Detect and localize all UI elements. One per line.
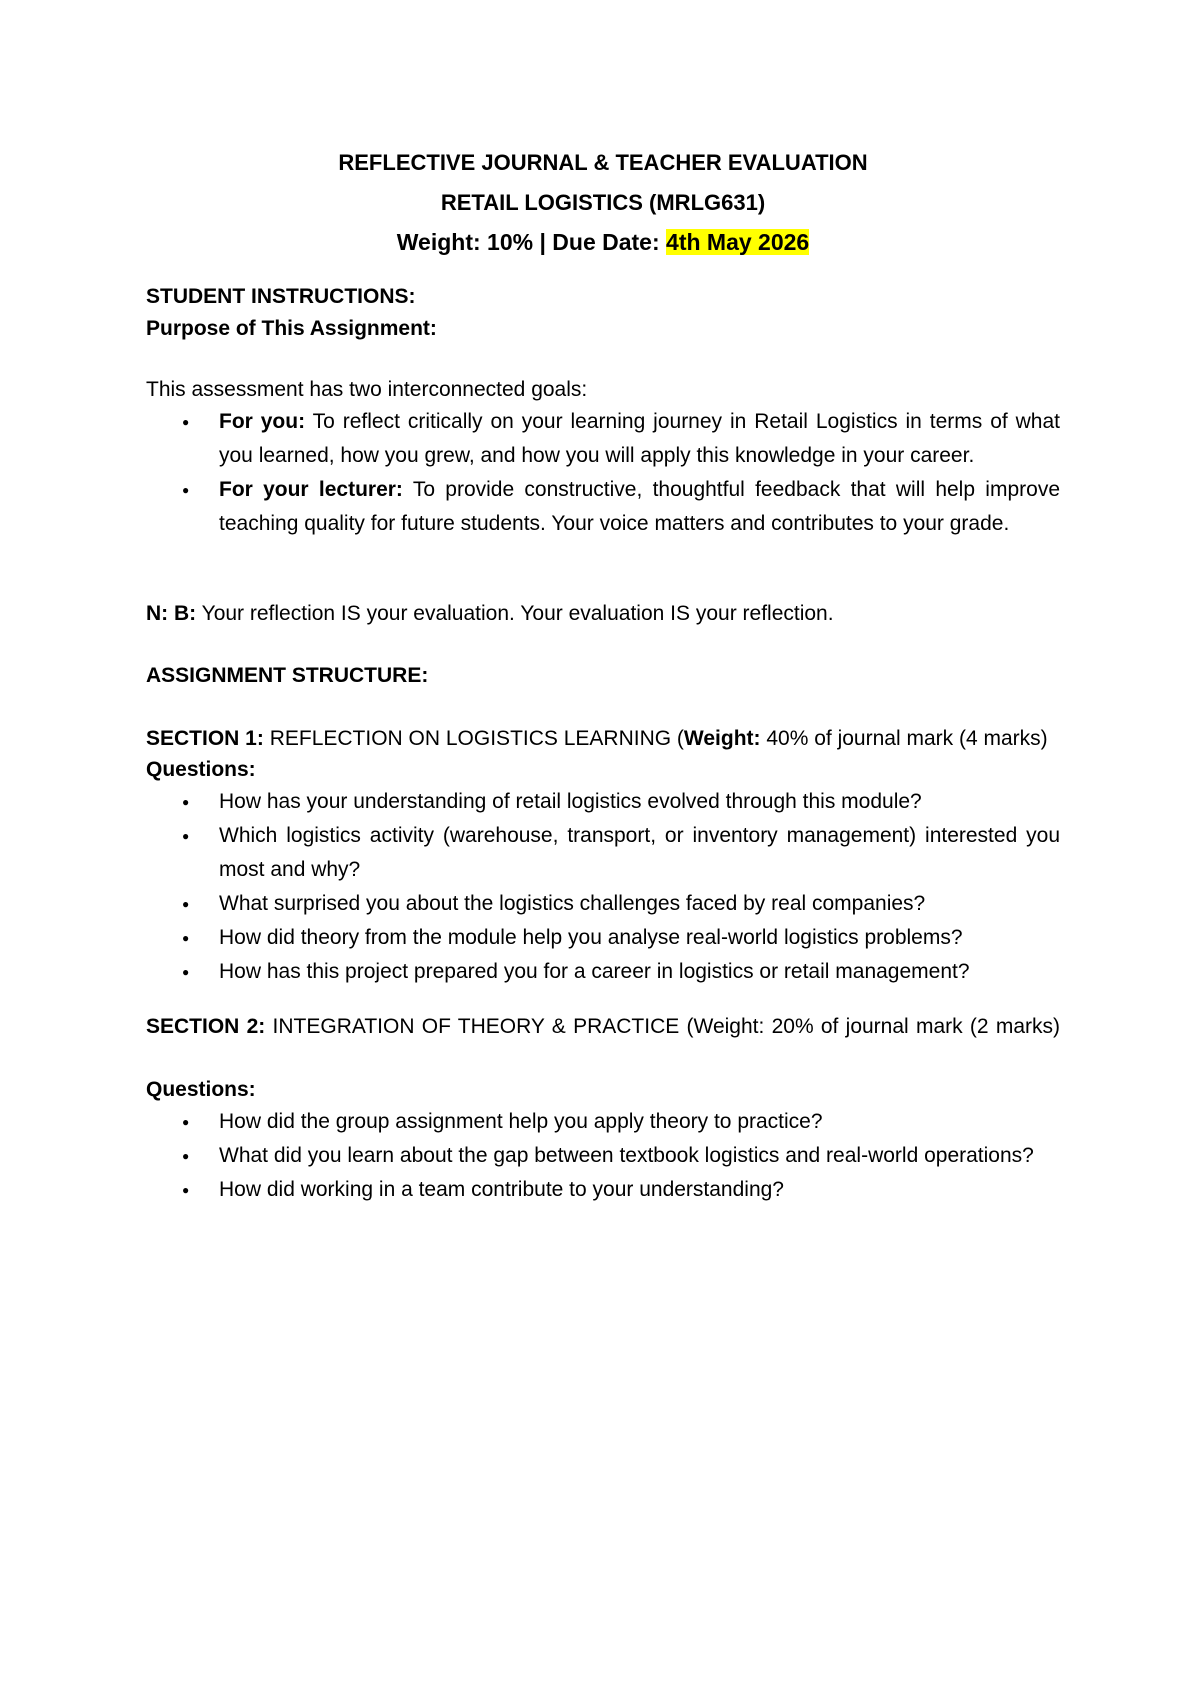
section2-heading (146, 1010, 1060, 1044)
list-item: ● How has your understanding of retail logistics evolved through this module? (146, 785, 1060, 819)
assignment-structure-heading: ASSIGNMENT STRUCTURE: (146, 664, 429, 687)
section1-questions-heading: Questions: (146, 758, 256, 781)
section1-questions-list (146, 785, 1060, 989)
list-item: ● How has this project prepared you for a career in logistics or retail management? (146, 955, 1060, 989)
section1-label: SECTION 1: (146, 727, 264, 750)
section1-weight-text: 40% of journal mark (4 marks) (760, 727, 1048, 750)
goal-text: To reflect critically on your learning journey in Retail Logistics in terms of what you learned, how you grew, and how you will apply this knowledge in your career. (219, 410, 1060, 467)
list-item: ● How did the group assignment help you apply theory to practice? (146, 1105, 1060, 1139)
section2-label: SECTION 2: (146, 1015, 266, 1038)
intro-text: This assessment has two interconnected goals: (146, 378, 588, 401)
goal-label: For your lecturer: (219, 478, 403, 501)
list-item: ● How did theory from the module help you analyse real-world logistics problems? (146, 921, 1060, 955)
list-item (146, 405, 1060, 473)
purpose-heading: Purpose of This Assignment: (146, 317, 437, 340)
section2-questions-heading: Questions: (146, 1078, 256, 1101)
section2-title: INTEGRATION OF THEORY & PRACTICE (Weight: 20% of journal mark (2 marks) (265, 1015, 1060, 1038)
list-item (146, 473, 1060, 541)
student-instructions-heading: STUDENT INSTRUCTIONS: (146, 285, 416, 308)
list-item: ● Which logistics activity (warehouse, transport, or inventory management) interested you most and why? (146, 819, 1060, 887)
course-title: RETAIL LOGISTICS (MRLG631) (440, 190, 766, 215)
goals-list (146, 405, 1060, 541)
goal-text: To provide constructive, thoughtful feedback that will help improve teaching quality for future students. Your voice matters and contributes to your grade. (219, 478, 1060, 535)
section1-title: REFLECTION ON LOGISTICS LEARNING ( (263, 727, 684, 750)
section2-questions-list (146, 1105, 1060, 1207)
nb-label: N: B: (146, 602, 197, 625)
section1-heading (146, 722, 1060, 756)
nb-text: Your reflection IS your evaluation. Your evaluation IS your reflection. (196, 602, 834, 625)
goal-label: For you: (219, 410, 306, 433)
weight-text: Weight: 10% | Due Date: (396, 229, 667, 255)
list-item: ● What surprised you about the logistics challenges faced by real companies? (146, 887, 1060, 921)
nb-note (146, 597, 1060, 631)
weight-due-line (146, 226, 1060, 258)
document-title: REFLECTIVE JOURNAL & TEACHER EVALUATION (338, 150, 868, 175)
due-date-highlight: 4th May 2026 (666, 229, 810, 255)
list-item: ● How did working in a team contribute to your understanding? (146, 1173, 1060, 1207)
section1-weight-label: Weight: (683, 727, 761, 750)
list-item: ● What did you learn about the gap between textbook logistics and real-world operations? (146, 1139, 1060, 1173)
